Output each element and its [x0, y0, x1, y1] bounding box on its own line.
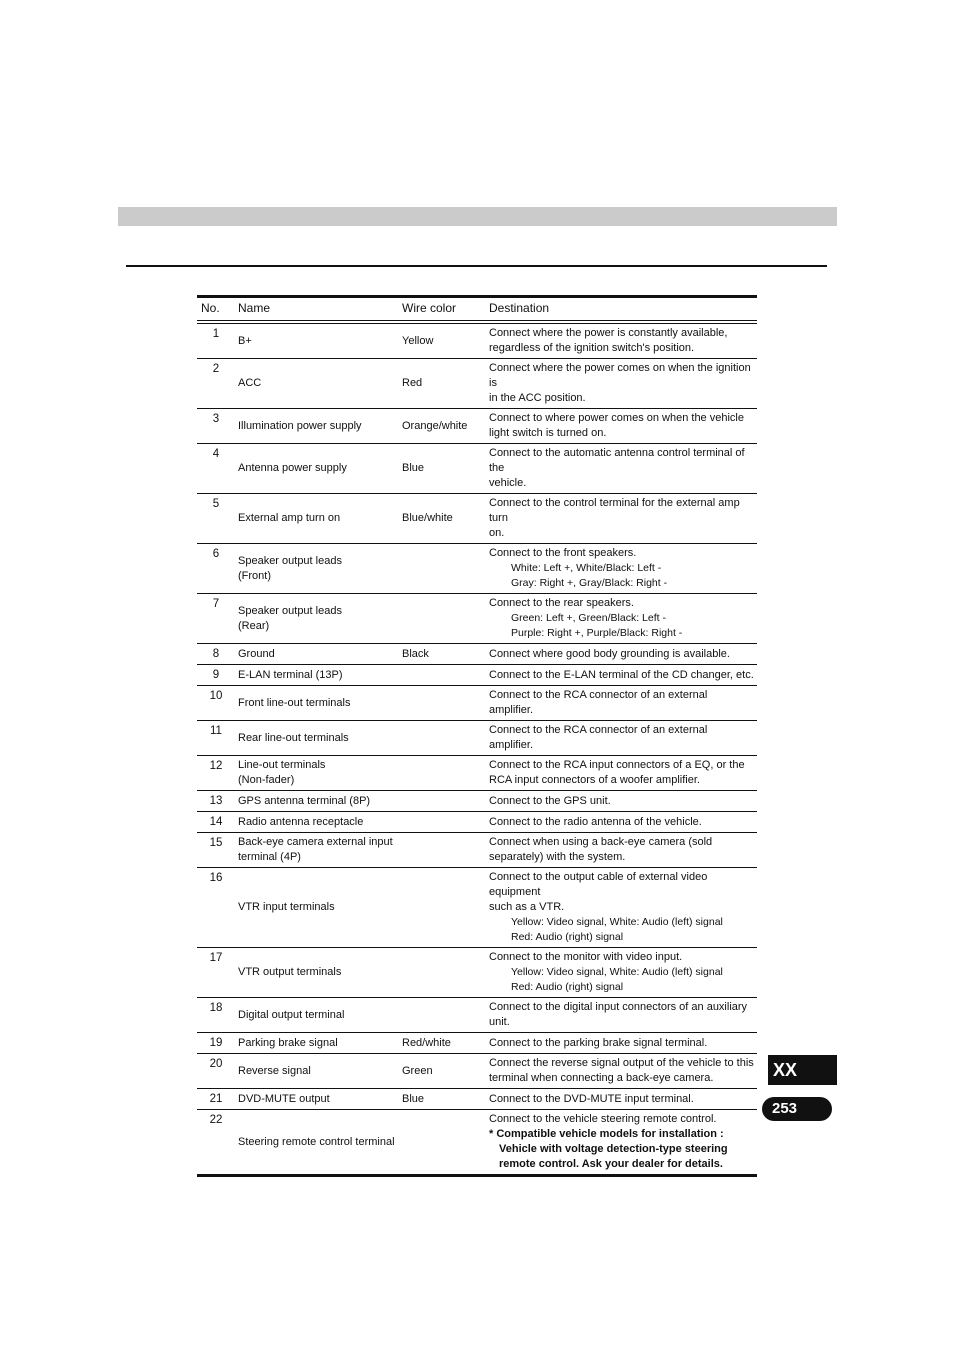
row-destination [486, 868, 757, 948]
row-wire-color: Green [399, 1054, 486, 1089]
destination-line: Connect to the front speakers. [489, 547, 637, 559]
section-tab: XX [768, 1055, 837, 1085]
row-wire-color: Red/white [399, 1033, 486, 1054]
row-number: 6 [197, 544, 235, 594]
row-name-line: Antenna power supply [238, 462, 347, 474]
destination-line: Connect where the power is constantly available, [489, 327, 728, 339]
color-code-line: Yellow: Video signal, White: Audio (left) signal [511, 916, 723, 928]
row-name [235, 868, 399, 948]
header-gray-bar [118, 207, 837, 226]
row-destination [486, 494, 757, 544]
row-name-line: terminal (4P) [238, 851, 301, 863]
row-destination [486, 948, 757, 998]
header-destination: Destination [486, 297, 757, 323]
table-row [197, 1033, 757, 1054]
row-number: 18 [197, 998, 235, 1033]
row-wire-color [399, 665, 486, 686]
table-row [197, 1089, 757, 1110]
row-wire-color: Yellow [399, 322, 486, 359]
row-destination [486, 686, 757, 721]
table-row [197, 1054, 757, 1089]
color-code-line: Gray: Right +, Gray/Black: Right - [511, 577, 668, 589]
table-row [197, 791, 757, 812]
table-row [197, 833, 757, 868]
row-name [235, 1110, 399, 1176]
destination-line: in the ACC position. [489, 392, 586, 404]
row-name [235, 359, 399, 409]
row-name-line: Radio antenna receptacle [238, 815, 364, 828]
destination-line: Connect to where power comes on when the vehicle [489, 412, 744, 424]
destination-line: Connect where the power comes on when the ignition is [489, 362, 751, 389]
row-destination [486, 409, 757, 444]
row-name [235, 756, 399, 791]
row-wire-color [399, 721, 486, 756]
destination-line: on. [489, 527, 505, 539]
destination-line: RCA input connectors of a woofer amplifier. [489, 774, 700, 786]
row-name-line: B+ [238, 334, 252, 347]
destination-line: Connect to the RCA connector of an external amplifier. [489, 724, 708, 751]
table-row [197, 812, 757, 833]
row-number: 4 [197, 444, 235, 494]
destination-line: light switch is turned on. [489, 427, 607, 439]
header-no: No. [197, 297, 235, 323]
row-destination [486, 544, 757, 594]
destination-line: Connect to the automatic antenna control terminal of the [489, 447, 745, 474]
destination-line: Connect to the RCA connector of an external amplifier. [489, 689, 708, 716]
row-destination [486, 998, 757, 1033]
row-name-line: Front line-out terminals [238, 696, 351, 709]
row-destination [486, 756, 757, 791]
row-name-line: VTR output terminals [238, 966, 342, 978]
row-name-line: Back-eye camera external input [238, 836, 393, 848]
color-code-line: Yellow: Video signal, White: Audio (left) signal [511, 966, 723, 978]
row-name [235, 494, 399, 544]
row-name [235, 791, 399, 812]
header-wire-color: Wire color [399, 297, 486, 323]
row-destination [486, 665, 757, 686]
row-destination [486, 812, 757, 833]
table-row [197, 721, 757, 756]
destination-line: vehicle. [489, 477, 527, 489]
table-row [197, 1110, 757, 1176]
row-destination [486, 644, 757, 665]
table-row [197, 494, 757, 544]
row-name [235, 998, 399, 1033]
row-wire-color [399, 791, 486, 812]
row-wire-color [399, 868, 486, 948]
row-name-line: Line-out terminals [238, 759, 326, 771]
destination-line: Connect to the digital input connectors of an auxiliary [489, 1001, 748, 1013]
row-name-line: Speaker output leads [238, 604, 342, 617]
row-name-line: Ground [238, 647, 275, 660]
row-name [235, 444, 399, 494]
destination-line: Connect to the radio antenna of the vehicle. [489, 815, 702, 828]
destination-line: Connect to the monitor with video input. [489, 951, 683, 963]
wiring-table [197, 295, 757, 1177]
row-wire-color: Black [399, 644, 486, 665]
row-number: 7 [197, 594, 235, 644]
row-number: 1 [197, 322, 235, 359]
table-row [197, 594, 757, 644]
row-name [235, 721, 399, 756]
table-row [197, 322, 757, 359]
color-code-line: Red: Audio (right) signal [511, 931, 624, 943]
color-code-line: Red: Audio (right) signal [511, 981, 624, 993]
row-number: 11 [197, 721, 235, 756]
row-destination [486, 1054, 757, 1089]
page-number: 253 [762, 1097, 832, 1121]
row-number: 16 [197, 868, 235, 948]
destination-line: Connect where good body grounding is available. [489, 647, 730, 660]
row-number: 20 [197, 1054, 235, 1089]
row-destination [486, 1089, 757, 1110]
color-code-line: Purple: Right +, Purple/Black: Right - [511, 627, 683, 639]
row-wire-color: Blue [399, 444, 486, 494]
row-name-line: VTR input terminals [238, 901, 335, 913]
destination-line: regardless of the ignition switch's position. [489, 342, 695, 354]
row-name [235, 812, 399, 833]
row-number: 13 [197, 791, 235, 812]
destination-line: separately) with the system. [489, 851, 626, 863]
row-number: 3 [197, 409, 235, 444]
row-wire-color: Blue/white [399, 494, 486, 544]
row-wire-color [399, 812, 486, 833]
row-number: 12 [197, 756, 235, 791]
color-code-line: White: Left +, White/Black: Left - [511, 562, 662, 574]
destination-line: Connect to the parking brake signal terminal. [489, 1036, 708, 1049]
table-row [197, 868, 757, 948]
table-row [197, 948, 757, 998]
row-name-line: Speaker output leads [238, 554, 342, 567]
row-name [235, 665, 399, 686]
row-number: 5 [197, 494, 235, 544]
destination-line: Connect to the GPS unit. [489, 794, 611, 807]
destination-line: such as a VTR. [489, 901, 565, 913]
row-number: 9 [197, 665, 235, 686]
row-name [235, 1089, 399, 1110]
row-name-line: (Front) [238, 569, 271, 582]
destination-line: Connect when using a back-eye camera (sold [489, 836, 713, 848]
header-name: Name [235, 297, 399, 323]
row-name-line: External amp turn on [238, 512, 341, 524]
row-number: 10 [197, 686, 235, 721]
table-row [197, 665, 757, 686]
header-rule [126, 265, 827, 267]
table-row [197, 644, 757, 665]
row-wire-color: Red [399, 359, 486, 409]
row-name [235, 686, 399, 721]
row-name [235, 322, 399, 359]
row-destination [486, 594, 757, 644]
row-destination [486, 359, 757, 409]
row-wire-color [399, 594, 486, 644]
row-name-line: ACC [238, 377, 262, 389]
compatibility-note-line: Vehicle with voltage detection-type steering [499, 1143, 728, 1155]
row-destination [486, 791, 757, 812]
row-destination [486, 721, 757, 756]
row-destination [486, 1033, 757, 1054]
row-wire-color [399, 998, 486, 1033]
row-name-line: (Non-fader) [238, 774, 295, 786]
row-name [235, 644, 399, 665]
row-name-line: Parking brake signal [238, 1036, 338, 1049]
row-name-line: Steering remote control terminal [238, 1135, 395, 1148]
destination-line: Connect to the E-LAN terminal of the CD changer, etc. [489, 668, 754, 681]
row-name-line: Illumination power supply [238, 419, 362, 432]
row-wire-color [399, 686, 486, 721]
color-code-line: Green: Left +, Green/Black: Left - [511, 612, 666, 624]
row-name [235, 1033, 399, 1054]
compatibility-note-line: * Compatible vehicle models for installation : [489, 1128, 724, 1140]
destination-line: terminal when connecting a back-eye camera. [489, 1072, 714, 1084]
table-row [197, 686, 757, 721]
destination-line: Connect to the rear speakers. [489, 597, 634, 609]
destination-line: Connect the reverse signal output of the vehicle to this [489, 1057, 754, 1069]
destination-line: Connect to the RCA input connectors of a EQ, or the [489, 759, 745, 771]
row-name-line: DVD-MUTE output [238, 1092, 330, 1105]
row-name [235, 409, 399, 444]
row-destination [486, 444, 757, 494]
destination-line: Connect to the control terminal for the external amp turn [489, 497, 740, 524]
table-row [197, 544, 757, 594]
destination-line: Connect to the output cable of external video equipment [489, 871, 708, 898]
row-wire-color [399, 948, 486, 998]
row-number: 17 [197, 948, 235, 998]
table-row [197, 359, 757, 409]
row-number: 22 [197, 1110, 235, 1176]
row-name-line: E-LAN terminal (13P) [238, 668, 343, 681]
destination-line: Connect to the DVD-MUTE input terminal. [489, 1092, 694, 1105]
row-destination [486, 833, 757, 868]
table-header-row [197, 297, 757, 323]
table-row [197, 756, 757, 791]
row-destination [486, 322, 757, 359]
row-number: 21 [197, 1089, 235, 1110]
destination-line: unit. [489, 1016, 510, 1028]
row-name [235, 948, 399, 998]
row-number: 14 [197, 812, 235, 833]
row-name [235, 1054, 399, 1089]
row-number: 19 [197, 1033, 235, 1054]
row-wire-color [399, 1110, 486, 1176]
row-number: 8 [197, 644, 235, 665]
table-body [197, 322, 757, 1176]
row-name [235, 833, 399, 868]
row-wire-color: Blue [399, 1089, 486, 1110]
row-wire-color [399, 544, 486, 594]
row-wire-color: Orange/white [399, 409, 486, 444]
compatibility-note-line: remote control. Ask your dealer for details. [499, 1158, 723, 1170]
row-name-line: Digital output terminal [238, 1008, 345, 1021]
row-destination [486, 1110, 757, 1176]
destination-line: Connect to the vehicle steering remote control. [489, 1113, 717, 1125]
row-name-line: Rear line-out terminals [238, 731, 349, 744]
table-row [197, 409, 757, 444]
row-name [235, 594, 399, 644]
row-name-line: GPS antenna terminal (8P) [238, 794, 371, 807]
table-row [197, 444, 757, 494]
row-name-line: (Rear) [238, 619, 270, 632]
row-number: 2 [197, 359, 235, 409]
table-row [197, 998, 757, 1033]
row-name [235, 544, 399, 594]
row-wire-color [399, 833, 486, 868]
row-name-line: Reverse signal [238, 1064, 311, 1077]
row-wire-color [399, 756, 486, 791]
row-number: 15 [197, 833, 235, 868]
